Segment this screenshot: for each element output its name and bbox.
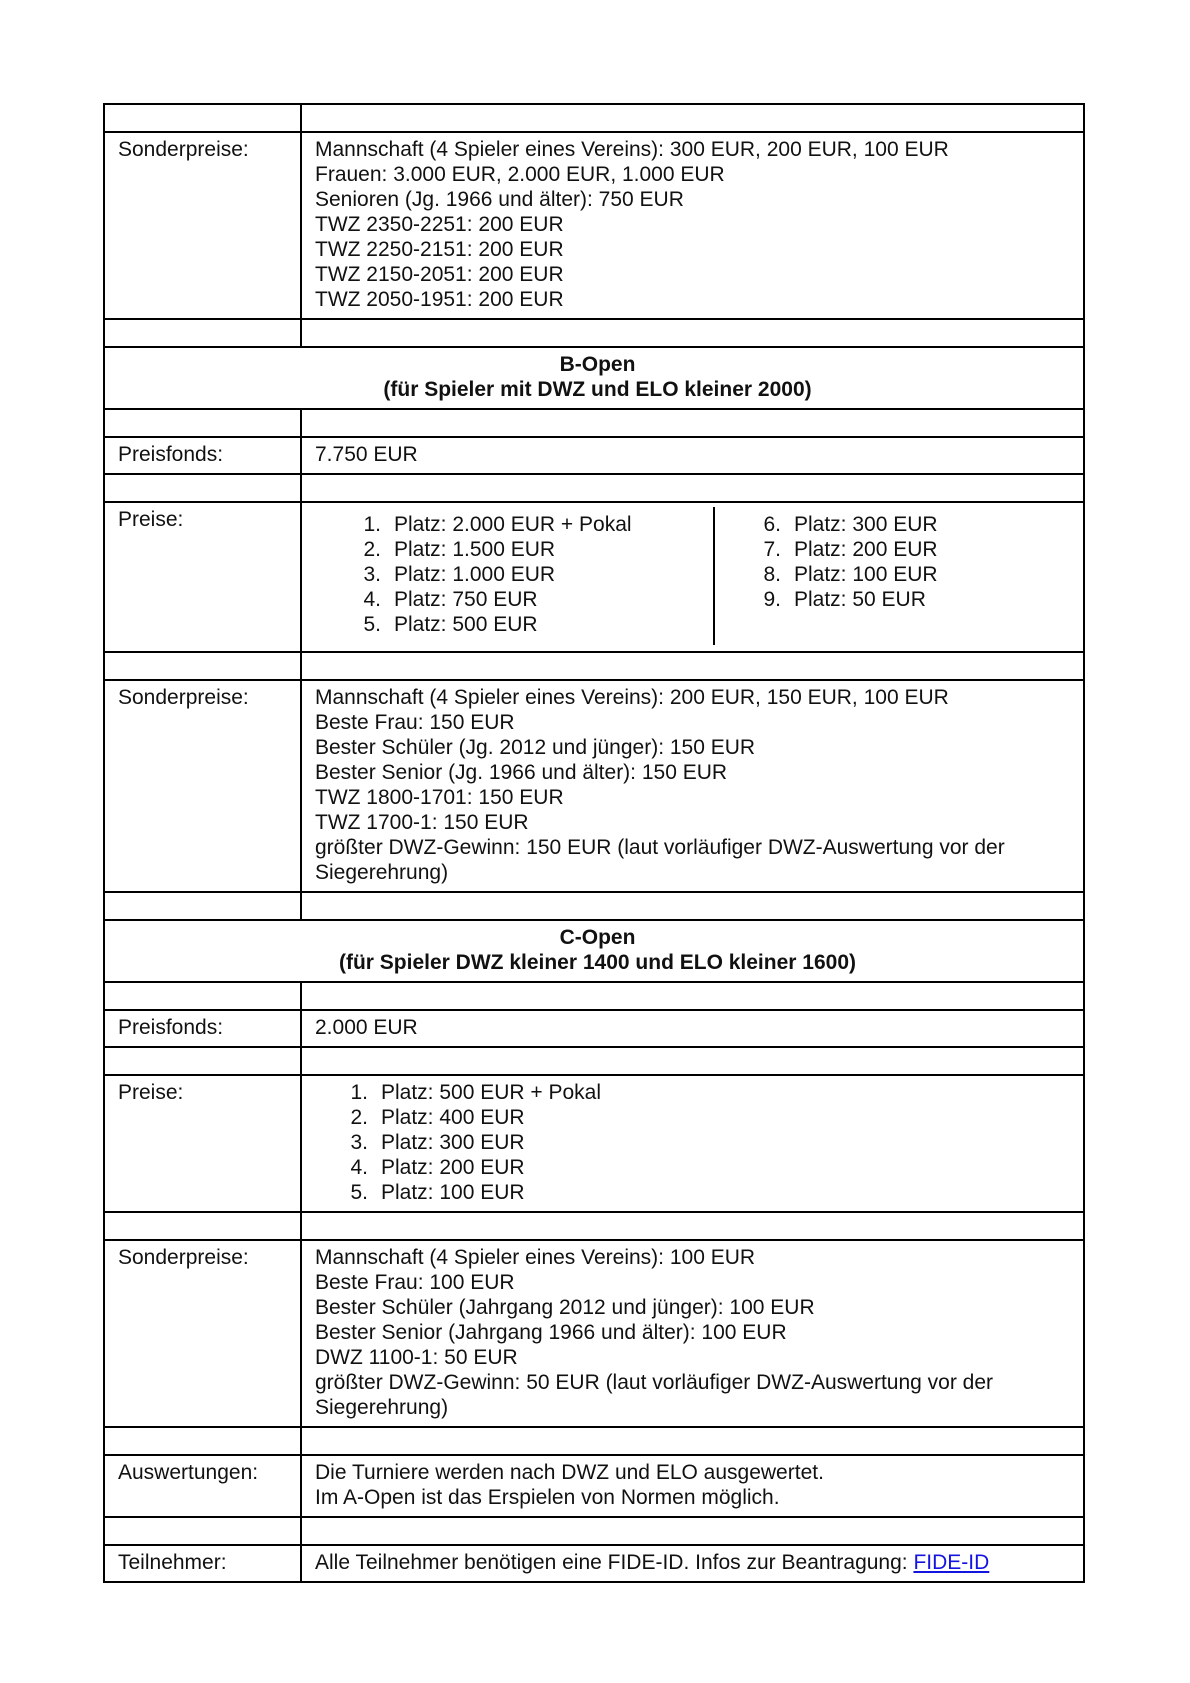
prize-line: TWZ 2050-1951: 200 EUR (315, 288, 564, 311)
spacer-row (104, 474, 1084, 502)
row-label (104, 680, 301, 892)
row-content (301, 1010, 1084, 1047)
sonderpreise-label: Sonderpreise: (118, 138, 249, 161)
prize-list-item (328, 562, 707, 587)
list-number: 8. (763, 563, 781, 586)
prize-list-column-2 (715, 507, 1077, 645)
row-content (301, 502, 1084, 652)
prize-list-item (328, 537, 707, 562)
list-number: 5. (363, 613, 381, 636)
row-content (301, 1240, 1084, 1427)
fide-id-link[interactable]: FIDE-ID (913, 1551, 990, 1574)
spacer-content-cell (301, 409, 1084, 437)
spacer-label-cell (104, 652, 301, 680)
section-header-c-open (104, 920, 1084, 982)
prize-line: TWZ 2150-2051: 200 EUR (315, 263, 564, 286)
prize-line: DWZ 1100-1: 50 EUR (315, 1346, 518, 1369)
spacer-label-cell (104, 104, 301, 132)
prize-list-item (328, 587, 707, 612)
auswertungen-label: Auswertungen: (118, 1461, 259, 1484)
list-text: Platz: 500 EUR (394, 613, 538, 636)
spacer-label-cell (104, 1427, 301, 1455)
list-number: 5. (350, 1181, 368, 1204)
preisfonds-label: Preisfonds: (118, 443, 224, 466)
spacer-label-cell (104, 892, 301, 920)
prize-line: Senioren (Jg. 1966 und älter): 750 EUR (315, 188, 684, 211)
list-number: 6. (763, 513, 781, 536)
prize-line: Mannschaft (4 Spieler eines Vereins): 100 EUR (315, 1246, 756, 1269)
prize-list-item (315, 1080, 1077, 1105)
spacer-row (104, 319, 1084, 347)
spacer-label-cell (104, 982, 301, 1010)
row-content (301, 680, 1084, 892)
list-number: 4. (363, 588, 381, 611)
spacer-content-cell (301, 652, 1084, 680)
spacer-content-cell (301, 1427, 1084, 1455)
section-title: B-Open (559, 353, 636, 376)
prize-list-item (315, 1105, 1077, 1130)
list-number: 9. (763, 588, 781, 611)
list-text: Platz: 400 EUR (381, 1106, 525, 1129)
prize-line: Beste Frau: 150 EUR (315, 711, 515, 734)
list-number: 3. (363, 563, 381, 586)
spacer-label-cell (104, 1047, 301, 1075)
prize-table (103, 103, 1085, 1583)
list-text: Platz: 1.000 EUR (394, 563, 556, 586)
teilnehmer-text: Alle Teilnehmer benötigen eine FIDE-ID. Infos zur Beantragung: (315, 1551, 914, 1574)
spacer-content-cell (301, 104, 1084, 132)
spacer-content-cell (301, 1212, 1084, 1240)
prize-list-item (728, 512, 1071, 537)
text-line: Die Turniere werden nach DWZ und ELO ausgewertet. (315, 1461, 824, 1484)
preise-label: Preise: (118, 508, 184, 531)
prize-list-item (328, 612, 707, 637)
spacer-content-cell (301, 1047, 1084, 1075)
preisfonds-label: Preisfonds: (118, 1016, 224, 1039)
prize-line: TWZ 1800-1701: 150 EUR (315, 786, 564, 809)
row-label (104, 502, 301, 652)
list-text: Platz: 500 EUR + Pokal (381, 1081, 602, 1104)
list-text: Platz: 100 EUR (381, 1181, 525, 1204)
spacer-row (104, 892, 1084, 920)
sonderpreise-row-b-open (104, 680, 1084, 892)
section-header-cell (104, 347, 1084, 409)
spacer-row (104, 652, 1084, 680)
prize-list-item (315, 1180, 1077, 1205)
prize-line: TWZ 2350-2251: 200 EUR (315, 213, 564, 236)
prize-list-item (328, 512, 707, 537)
list-text: Platz: 200 EUR (381, 1156, 525, 1179)
section-header-cell (104, 920, 1084, 982)
list-number: 1. (350, 1081, 368, 1104)
spacer-row (104, 104, 1084, 132)
prize-list-item (315, 1155, 1077, 1180)
section-title: C-Open (559, 926, 636, 949)
list-text: Platz: 300 EUR (794, 513, 938, 536)
list-text: Platz: 750 EUR (394, 588, 538, 611)
spacer-row (104, 1047, 1084, 1075)
teilnehmer-row (104, 1545, 1084, 1582)
prize-line: Beste Frau: 100 EUR (315, 1271, 515, 1294)
prize-line: Frauen: 3.000 EUR, 2.000 EUR, 1.000 EUR (315, 163, 725, 186)
list-number: 7. (763, 538, 781, 561)
list-number: 2. (363, 538, 381, 561)
preisfonds-row-b-open (104, 437, 1084, 474)
list-number: 1. (363, 513, 381, 536)
prize-list-item (728, 562, 1071, 587)
prize-line: Bester Schüler (Jahrgang 2012 und jünger): 100 EUR (315, 1296, 815, 1319)
row-content (301, 1455, 1084, 1517)
list-text: Platz: 2.000 EUR + Pokal (394, 513, 632, 536)
auswertungen-row (104, 1455, 1084, 1517)
list-text: Platz: 300 EUR (381, 1131, 525, 1154)
spacer-row (104, 982, 1084, 1010)
row-label (104, 1240, 301, 1427)
preisfonds-value: 2.000 EUR (315, 1016, 418, 1039)
preise-row-c-open (104, 1075, 1084, 1212)
prize-line: TWZ 1700-1: 150 EUR (315, 811, 529, 834)
spacer-label-cell (104, 409, 301, 437)
list-number: 2. (350, 1106, 368, 1129)
row-content (301, 437, 1084, 474)
row-content (301, 132, 1084, 319)
row-label (104, 132, 301, 319)
list-number: 4. (350, 1156, 368, 1179)
row-label (104, 437, 301, 474)
sonderpreise-row-c-open (104, 1240, 1084, 1427)
prize-line: Bester Schüler (Jg. 2012 und jünger): 150 EUR (315, 736, 756, 759)
prize-line: TWZ 2250-2151: 200 EUR (315, 238, 564, 261)
prize-list-column-1 (315, 507, 715, 645)
sonderpreise-label: Sonderpreise: (118, 1246, 249, 1269)
preise-label: Preise: (118, 1081, 184, 1104)
section-header-b-open (104, 347, 1084, 409)
spacer-content-cell (301, 982, 1084, 1010)
spacer-content-cell (301, 319, 1084, 347)
spacer-label-cell (104, 474, 301, 502)
row-content (301, 1075, 1084, 1212)
spacer-label-cell (104, 319, 301, 347)
prize-list-item (728, 587, 1071, 612)
prize-list-item (315, 1130, 1077, 1155)
list-text: Platz: 100 EUR (794, 563, 938, 586)
prize-line: Mannschaft (4 Spieler eines Vereins): 300 EUR, 200 EUR, 100 EUR (315, 138, 949, 161)
prize-line: Bester Senior (Jahrgang 1966 und älter): 100 EUR (315, 1321, 787, 1344)
prize-line: Bester Senior (Jg. 1966 und älter): 150 EUR (315, 761, 728, 784)
row-label (104, 1075, 301, 1212)
section-subtitle: (für Spieler DWZ kleiner 1400 und ELO kleiner 1600) (338, 951, 856, 974)
list-text: Platz: 200 EUR (794, 538, 938, 561)
prize-line: Mannschaft (4 Spieler eines Vereins): 200 EUR, 150 EUR, 100 EUR (315, 686, 949, 709)
prize-list-item (728, 537, 1071, 562)
row-label (104, 1010, 301, 1047)
list-text: Platz: 50 EUR (794, 588, 926, 611)
prize-line: größter DWZ-Gewinn: 150 EUR (laut vorläufiger DWZ-Auswertung vor der Siegerehrung) (315, 836, 1005, 884)
preisfonds-row-c-open (104, 1010, 1084, 1047)
spacer-row (104, 409, 1084, 437)
list-number: 3. (350, 1131, 368, 1154)
spacer-content-cell (301, 892, 1084, 920)
spacer-label-cell (104, 1517, 301, 1545)
preisfonds-value: 7.750 EUR (315, 443, 418, 466)
section-subtitle: (für Spieler mit DWZ und ELO kleiner 2000) (383, 378, 812, 401)
spacer-content-cell (301, 474, 1084, 502)
spacer-label-cell (104, 1212, 301, 1240)
row-label (104, 1545, 301, 1582)
sonderpreise-label: Sonderpreise: (118, 686, 249, 709)
row-content (301, 1545, 1084, 1582)
spacer-row (104, 1427, 1084, 1455)
text-line: Im A-Open ist das Erspielen von Normen möglich. (315, 1486, 780, 1509)
teilnehmer-label: Teilnehmer: (118, 1551, 227, 1574)
preise-row-b-open (104, 502, 1084, 652)
sonderpreise-row-a-open (104, 132, 1084, 319)
row-label (104, 1455, 301, 1517)
spacer-content-cell (301, 1517, 1084, 1545)
list-text: Platz: 1.500 EUR (394, 538, 556, 561)
spacer-row (104, 1517, 1084, 1545)
spacer-row (104, 1212, 1084, 1240)
prize-line: größter DWZ-Gewinn: 50 EUR (laut vorläufiger DWZ-Auswertung vor der Siegerehrung) (315, 1371, 994, 1419)
